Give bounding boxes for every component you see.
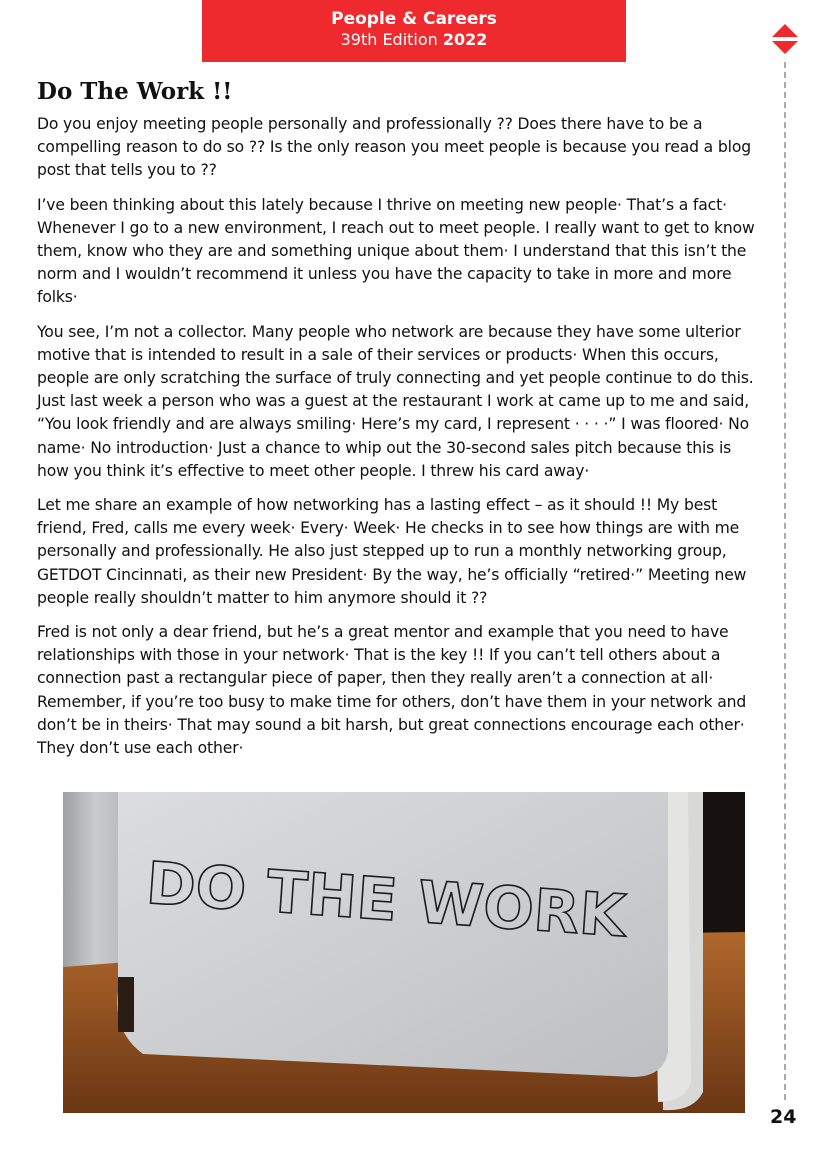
page-number: 24 <box>770 1106 797 1128</box>
article-body <box>37 113 767 771</box>
paragraph: I’ve been thinking about this lately because I thrive on meeting new people· That’s a fact· Whenever I go to a new environment, I reach out to meet people. I really want to get to know them, know who they are and something unique about them· I understand that this isn’t the norm and I wouldn’t recommend it unless you have the capacity to take in more and more folks· <box>37 195 755 307</box>
notebook-illustration <box>63 792 745 1113</box>
side-dashed-rule <box>784 62 786 1100</box>
photo-lettering: DO THE WORK <box>144 848 617 950</box>
edition-line <box>202 29 626 51</box>
article-title: Do The Work !! <box>37 78 233 105</box>
paragraph: You see, I’m not a collector. Many people who network are because they have some ulterior motive that is intended to result in a sale of their services or products· When this occurs, people are only scratching the surface of truly connecting and yet people continue to do this. Just last week a person who was a guest at the restaurant I work at came up to me and said, “You look friendly and are always smiling· Here’s my card, I represent · · · ·” I was floored· No name· No introduction· Just a chance to whip out the 30-second sales pitch because this is how you think it’s effective to meet other people. I threw his card away· <box>37 322 754 480</box>
article-photo <box>63 792 745 1113</box>
section-title: People & Careers <box>331 9 497 29</box>
paragraph: Let me share an example of how networking has a lasting effect – as it should !! My best friend, Fred, calls me every week· Every· Week· He checks in to see how things are with me personally and professionally. He also just stepped up to run a monthly networking group, GETDOT Cincinnati, as their new President· By the way, he’s officially “retired·” Meeting new people really shouldn’t matter to him anymore should it ?? <box>37 496 747 607</box>
page-marker-icon <box>772 24 798 54</box>
header-band <box>202 0 626 62</box>
paragraph: Fred is not only a dear friend, but he’s a great mentor and example that you need to have relationships with those in your network· That is the key !! If you can’t tell others about a connection past a rectangular piece of paper, then they really aren’t a connection at all· Remember, if you’re too busy to make time for others, don’t have them in your network and don’t be in theirs· That may sound a bit harsh, but great connections encourage each other· They don’t use each other· <box>37 623 747 758</box>
paragraph: Do you enjoy meeting people personally and professionally ?? Does there have to be a compelling reason to do so ?? Is the only reason you meet people is because you read a blog post that tells you to ?? <box>37 115 751 180</box>
edition-year: 2022 <box>442 30 488 49</box>
edition-label: 39th Edition <box>340 30 438 49</box>
